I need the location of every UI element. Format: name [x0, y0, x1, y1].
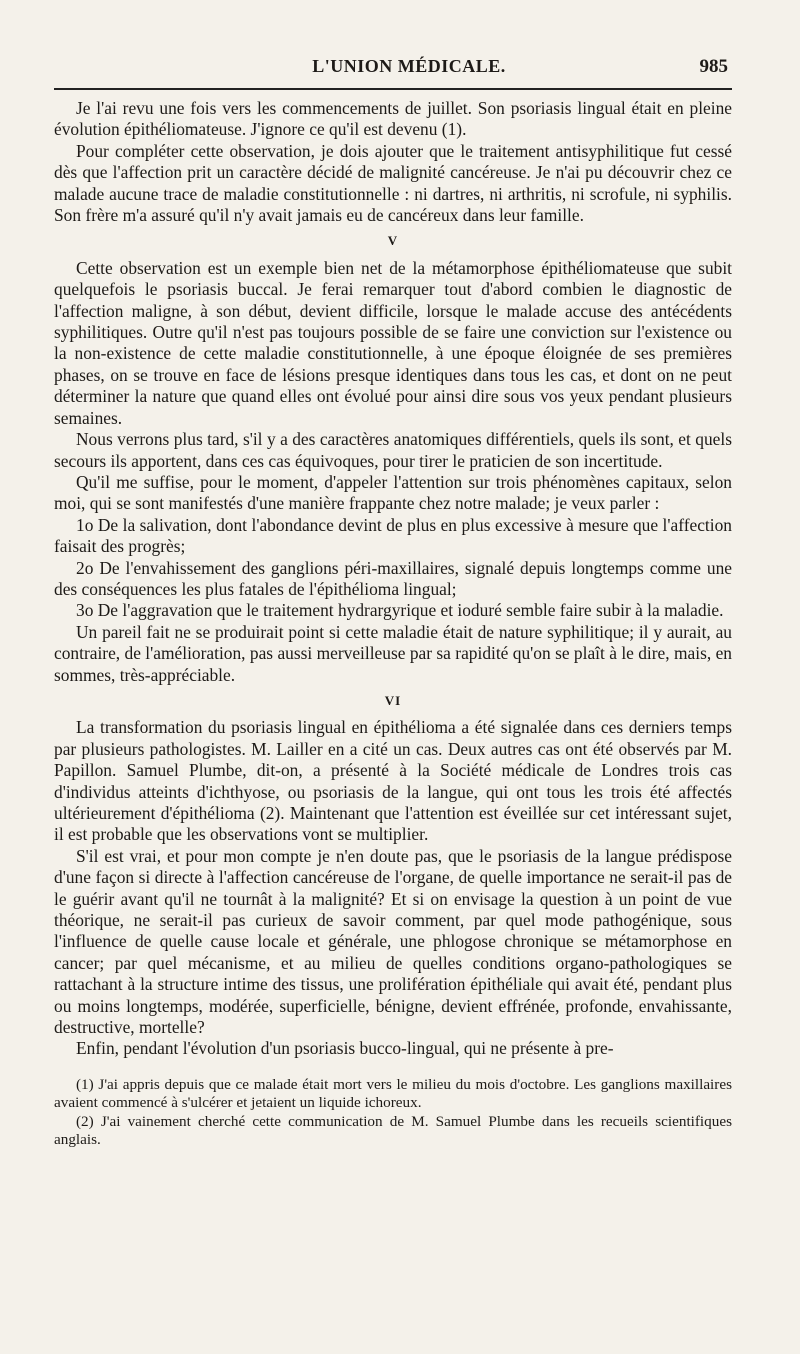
page-number: 985	[699, 56, 728, 77]
paragraph: Pour compléter cette observation, je dois ajouter que le traitement antisyphilitique fut cessé dès que l'affection prit un caractère décidé de malignité cancéreuse. Je n'ai pu découvrir chez ce malade aucune trace de maladie constitutionnelle : ni dartres, ni arthritis, ni scrofule, ni syphilis. Son frère m'a assuré qu'il n'y avait jamais eu de cancéreux dans leur famille.	[54, 140, 732, 226]
paragraph: La transformation du psoriasis lingual en épithélioma a été signalée dans ces derniers temps par plusieurs pathologistes. M. Lailler en a cité un cas. Deux autres cas ont été observés par M. Papillon. Samuel Plumbe, dit-on, a présenté à la Société médicale de Londres trois cas d'individus atteints d'ichthyose, ou psoriasis de la langue, qui ont tous les trois été affectés ultérieurement d'épithélioma (2). Maintenant que l'attention est éveillée sur cet intéressant sujet, il est probable que les observations vont se multiplier.	[54, 717, 732, 845]
paragraph: Qu'il me suffise, pour le moment, d'appeler l'attention sur trois phénomènes capitaux, selon moi, qui se sont manifestés d'une manière frappante chez notre malade; je veux parler :	[54, 471, 732, 514]
paragraph: S'il est vrai, et pour mon compte je n'en doute pas, que le psoriasis de la langue prédispose d'une façon si directe à l'affection cancéreuse de l'organe, de quelle importance ne serait-il pas de le guérir avant qu'il ne tournât à la malignité? Et si on envisage la question à un point de vue théorique, ne serait-il pas curieux de savoir comment, par quel mode pathogénique, sous l'influence de quelle cause locale et générale, une phlogose chronique se métamorphose en cancer; par quel mécanisme, et au milieu de quelles conditions organo-pathologiques se rattachant à la structure intime des tissus, une prolifération épithéliale qui avait été, pendant plus ou moins longtemps, modérée, superficielle, bénigne, devient effrénée, profonde, envahissante, destructive, mortelle?	[54, 845, 732, 1038]
paragraph: Nous verrons plus tard, s'il y a des caractères anatomiques différentiels, quels ils sont, et quels secours ils apportent, dans ces cas équivoques, pour tirer le praticien de son incertitude.	[54, 429, 732, 471]
paragraph: Cette observation est un exemple bien net de la métamorphose épithéliomateuse que subit quelquefois le psoriasis buccal. Je ferai remarquer tout d'abord combien le diagnostic de l'affection maligne, à son début, devient difficile, lorsque le malade accuse des antécédents syphilitiques. Outre qu'il n'est pas toujours possible de se faire une conviction sur l'existence ou la non-existence de cette maladie constitutionnelle, à une époque éloignée de ses premières phases, on se trouve en face de lésions presque identiques dans tous les cas, et dont on ne peut déterminer la nature que quand elles ont évolué pour ainsi dire sous vos yeux pendant plusieurs semaines.	[54, 257, 732, 428]
section-heading: VI	[384, 692, 402, 708]
paragraph: Un pareil fait ne se produirait point si cette maladie était de nature syphilitique; il y aurait, au contraire, de l'amélioration, pas aussi merveilleuse par sa rapidité qu'on se plaît à le dire, mais, en sommes, très-appréciable.	[54, 621, 732, 685]
body-text	[54, 98, 732, 1060]
footnotes	[54, 1076, 732, 1150]
header-rule	[54, 88, 732, 90]
paragraph: 1o De la salivation, dont l'abondance devint de plus en plus excessive à mesure que l'affection faisait des progrès;	[54, 514, 732, 557]
section-heading: V	[387, 233, 399, 249]
paragraph: 2o De l'envahissement des ganglions péri-maxillaires, signalé depuis longtemps comme une des conséquences les plus fatales de l'épithélioma lingual;	[54, 557, 732, 599]
paragraph: 3o De l'aggravation que le traitement hydrargyrique et ioduré semble faire subir à la maladie.	[76, 600, 724, 621]
running-title: L'UNION MÉDICALE.	[312, 56, 506, 76]
page-header	[54, 56, 732, 78]
paragraph: Je l'ai revu une fois vers les commencements de juillet. Son psoriasis lingual était en pleine évolution épithéliomateuse. J'ignore ce qu'il est devenu (1).	[54, 98, 732, 140]
paragraph: Enfin, pendant l'évolution d'un psoriasis bucco-lingual, qui ne présente à pre-	[76, 1038, 614, 1059]
footnote: (1) J'ai appris depuis que ce malade était mort vers le milieu du mois d'octobre. Les ganglions maxillaires avaient commencé à s'ulcérer et jetaient un liquide ichoreux.	[54, 1075, 732, 1112]
footnote: (2) J'ai vainement cherché cette communication de M. Samuel Plumbe dans les recueils scientifiques anglais.	[54, 1112, 732, 1149]
